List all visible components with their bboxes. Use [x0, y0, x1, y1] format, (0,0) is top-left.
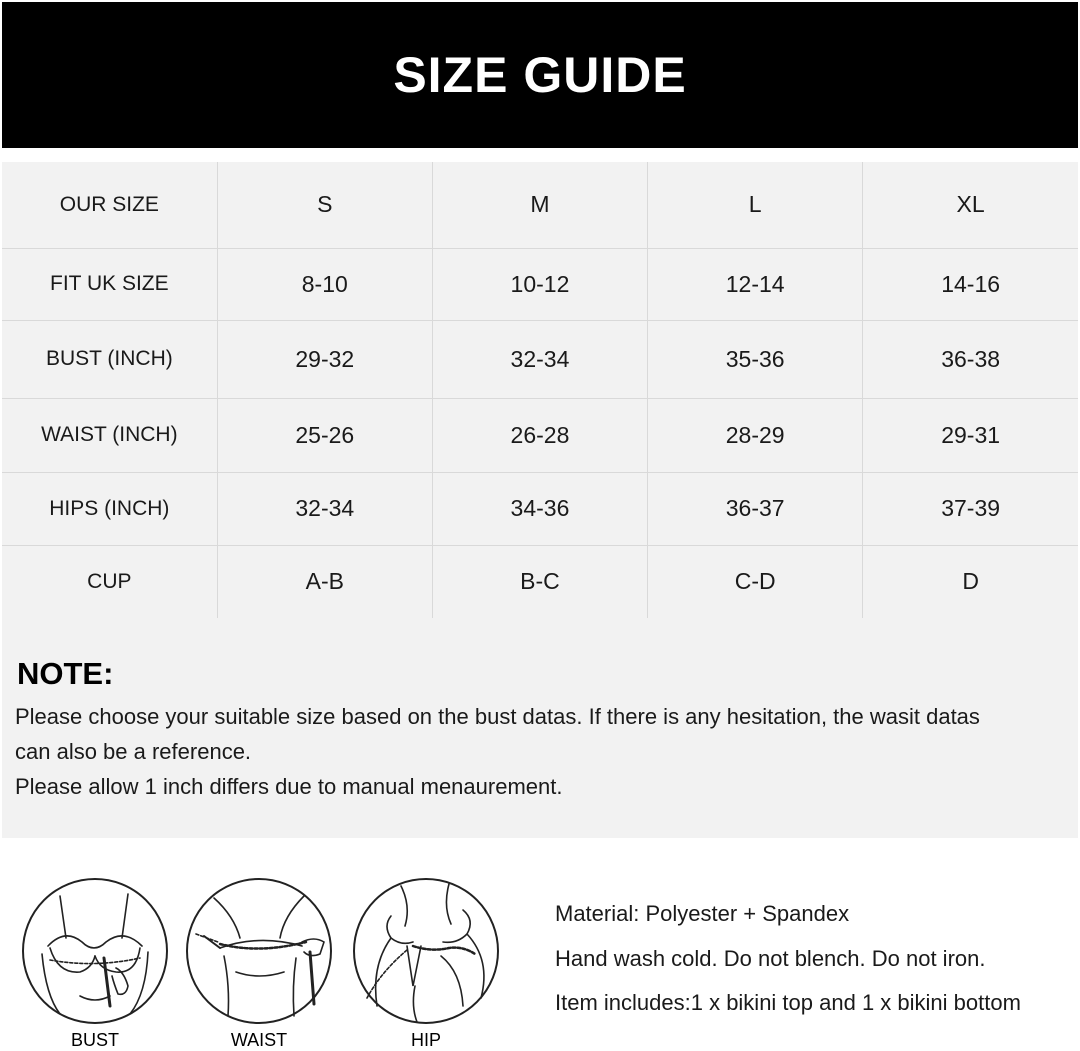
table-cell: 10-12 [432, 248, 647, 320]
table-cell: 25-26 [217, 398, 432, 472]
table-cell: 28-29 [648, 398, 863, 472]
table-cell: D [863, 545, 1078, 618]
table-cell: HIPS (INCH) [2, 472, 217, 545]
figure-label: WAIST [230, 1030, 288, 1050]
table-cell: 14-16 [863, 248, 1078, 320]
note-panel [2, 618, 1078, 838]
table-cell: 26-28 [432, 398, 647, 472]
material-text: Material: Polyester + Spandex [555, 901, 850, 926]
table-header-row [2, 162, 1078, 248]
table-cell: 37-39 [863, 472, 1078, 545]
table-cell: 36-37 [648, 472, 863, 545]
table-cell: FIT UK SIZE [2, 248, 217, 320]
table-cell: 32-34 [432, 320, 647, 398]
care-text: Hand wash cold. Do not blench. Do not iron. [555, 946, 986, 971]
table-cell: A-B [217, 545, 432, 618]
table-cell: 32-34 [217, 472, 432, 545]
table-row [2, 545, 1078, 618]
table-cell: XL [863, 162, 1078, 248]
bust-measure-icon [20, 876, 170, 1026]
includes-text: Item includes:1 x bikini top and 1 x bikini bottom [555, 990, 1021, 1015]
table-cell: 29-32 [217, 320, 432, 398]
table-cell: 8-10 [217, 248, 432, 320]
figure-label: HIP [410, 1030, 441, 1050]
page-title: SIZE GUIDE [393, 47, 687, 103]
table-cell: OUR SIZE [2, 162, 217, 248]
table-cell: 12-14 [648, 248, 863, 320]
table-cell: B-C [432, 545, 647, 618]
table-cell: L [648, 162, 863, 248]
table-cell: WAIST (INCH) [2, 398, 217, 472]
table-cell: S [217, 162, 432, 248]
table-cell: 35-36 [648, 320, 863, 398]
figure-label: BUST [70, 1030, 119, 1050]
note-text: Please choose your suitable size based on the bust datas. If there is any hesitation, the wasit datas [15, 704, 980, 729]
note-text: Please allow 1 inch differs due to manual menaurement. [15, 774, 563, 799]
note-text: can also be a reference. [15, 739, 252, 764]
table-row [2, 320, 1078, 398]
header-banner [2, 2, 1078, 148]
table-row [2, 398, 1078, 472]
size-table [2, 162, 1078, 618]
table-cell: M [432, 162, 647, 248]
table-cell: BUST (INCH) [2, 320, 217, 398]
table-cell: C-D [648, 545, 863, 618]
table-row [2, 248, 1078, 320]
hip-measure-icon [351, 876, 501, 1026]
waist-measure-icon [184, 876, 334, 1026]
note-title: NOTE: [17, 656, 114, 691]
table-cell: 34-36 [432, 472, 647, 545]
table-cell: 36-38 [863, 320, 1078, 398]
table-cell: CUP [2, 545, 217, 618]
table-cell: 29-31 [863, 398, 1078, 472]
table-row [2, 472, 1078, 545]
